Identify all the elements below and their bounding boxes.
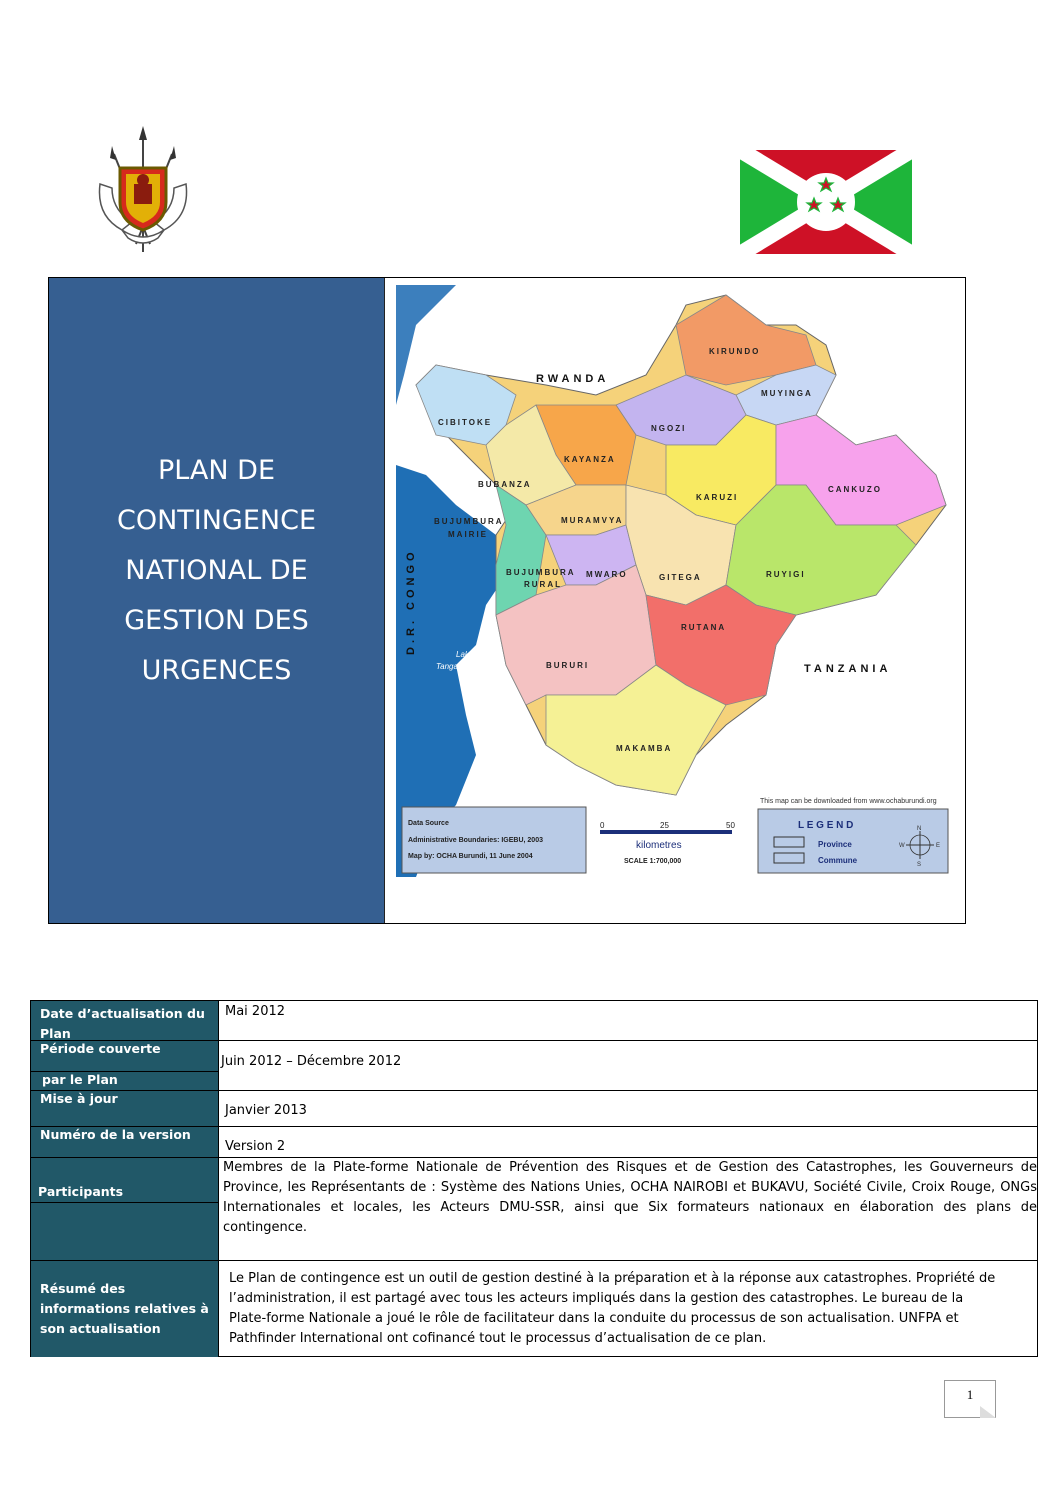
province-label: BUJUMBURA: [434, 517, 504, 526]
title-line: PLAN DE: [157, 454, 276, 486]
flag: [740, 150, 912, 254]
province-label: GITEGA: [659, 573, 702, 582]
data-source-line: Map by: OCHA Burundi, 11 June 2004: [408, 853, 533, 860]
province-label: KARUZI: [696, 493, 739, 502]
country-label-drc: D.R. CONGO: [405, 548, 417, 655]
legend-item: Commune: [818, 856, 858, 865]
row-value: Janvier 2013: [225, 1103, 307, 1118]
row-value: Juin 2012 – Décembre 2012: [221, 1054, 402, 1069]
country-label-rwanda: RWANDA: [536, 373, 610, 385]
svg-text:W: W: [899, 843, 905, 849]
province-label: CIBITOKE: [438, 418, 493, 427]
province-label: KIRUNDO: [709, 347, 761, 356]
province-label: MAKAMBA: [616, 744, 673, 753]
document-title: [117, 446, 316, 696]
table-row: [31, 1127, 1037, 1158]
svg-text:N: N: [917, 826, 922, 832]
legend-item: Province: [818, 840, 852, 849]
title-line: CONTINGENCE: [116, 504, 317, 536]
lake-label: Tanganyika: [436, 662, 477, 671]
data-source-line: Administrative Boundaries: IGEBU, 2003: [408, 837, 543, 844]
province-label: RURAL: [524, 580, 562, 589]
table-row: [31, 1001, 1037, 1041]
legend-title: L E G E N D: [798, 820, 854, 831]
svg-text:S: S: [917, 862, 922, 868]
scale-tick: 25: [660, 821, 669, 830]
province-label: MWARO: [586, 570, 628, 579]
province-label: MUYINGA: [761, 389, 813, 398]
scale-tick: 50: [726, 821, 735, 830]
row-label: Date d’actualisation du Plan: [31, 1001, 219, 1040]
title-line: GESTION DES: [124, 604, 309, 636]
lake-label: Lake: [456, 650, 474, 659]
scale-ratio: SCALE 1:700,000: [624, 858, 682, 865]
scale-unit: kilometres: [636, 840, 682, 851]
row-label: Mise à jour: [31, 1091, 219, 1126]
row-label: Participants: [31, 1158, 219, 1260]
burundi-map: [396, 285, 954, 877]
coat-of-arms: [92, 126, 194, 256]
row-label: Période couverte par le Plan: [31, 1041, 219, 1090]
page-number: 1: [944, 1380, 996, 1418]
scale-tick: 0: [600, 821, 605, 830]
title-line: NATIONAL DE: [125, 554, 308, 586]
row-label: Numéro de la version: [31, 1127, 219, 1157]
row-label: Résumé des informations relatives à son actualisation: [31, 1261, 219, 1357]
table-row: [31, 1041, 1037, 1091]
plan-info-table: [30, 1000, 1038, 1357]
table-row: [31, 1158, 1037, 1261]
scale-bar: [600, 830, 732, 834]
province-label: CANKUZO: [828, 485, 882, 494]
country-label-tanzania: TANZANIA: [804, 663, 892, 675]
province-label: BUBANZA: [478, 480, 532, 489]
province-label: MURAMVYA: [561, 516, 624, 525]
row-value: Mai 2012: [225, 1004, 286, 1019]
map-source-note: This map can be downloaded from www.ochaburundi.org: [760, 798, 937, 805]
province-label: MAIRIE: [448, 530, 488, 539]
row-value: Version 2: [225, 1139, 286, 1154]
province-label: KAYANZA: [564, 455, 616, 464]
svg-text:E: E: [936, 843, 941, 849]
title-line: URGENCES: [141, 654, 292, 686]
table-row: [31, 1091, 1037, 1127]
data-source-title: Data Source: [408, 820, 449, 827]
row-value: Membres de la Plate-forme Nationale de Prévention des Risques et de Gestion des Catastrophes, les Gouverneurs de Province, les Représentants de : Système des Nations Unies, OCHA NAIROBI et BUKAVU, Société Civile, Croix Rouge, ONGs Internationales et locales, les Acteurs DMU-SSR, ainsi que Six formateurs nationaux en élaboration des plans de contingence.: [223, 1160, 1037, 1235]
title-panel: [49, 278, 385, 923]
province-label: BURURI: [546, 661, 590, 670]
row-value: Le Plan de contingence est un outil de gestion destiné à la préparation et à la réponse aux catastrophes. Propriété de l’administration, il est partagé avec tous les acteurs impliqués dans la gestion des catastrophes. Le bureau de la Plate-forme Nationale a joué le rôle de facilitateur dans la conduite du processus de son actualisation. UNFPA et Pathfinder International ont cofinancé tout le processus d’actualisation de ce plan.: [229, 1271, 996, 1346]
burundi-coat-of-arms-icon: [92, 126, 194, 256]
table-row: [31, 1261, 1037, 1357]
burundi-flag-icon: [740, 150, 912, 254]
province-label: RUTANA: [681, 623, 727, 632]
province-label: BUJUMBURA: [506, 568, 576, 577]
province-label: RUYIGI: [766, 570, 806, 579]
province-label: NGOZI: [651, 424, 687, 433]
